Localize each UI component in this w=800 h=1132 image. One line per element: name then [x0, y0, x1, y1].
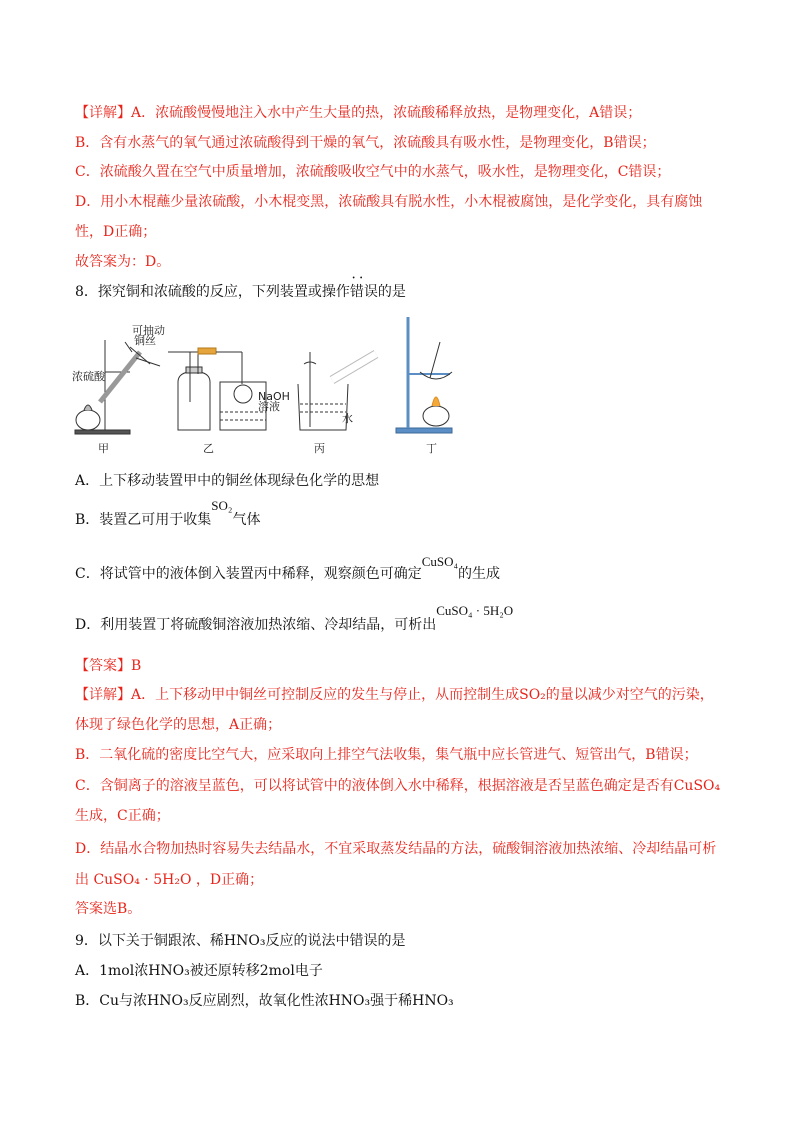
q8-option-a: A．上下移动装置甲中的铜丝体现绿色化学的思想 [75, 473, 380, 489]
apparatus-yi [168, 348, 266, 430]
q8-detail-c-line2: 生成，C正确； [75, 808, 170, 824]
q8-detail-a-line1: 【详解】A．上下移动甲中铜丝可控制反应的发生与停止，从而控制生成SO₂的量以减少对空气的污染， [75, 687, 714, 703]
label-solution: 溶液 [258, 400, 280, 413]
q9-option-b: B．Cu与浓HNO₃反应剧烈，故氧化性浓HNO₃强于稀HNO₃ [75, 993, 454, 1009]
label-water: 水 [342, 412, 353, 425]
q8-option-d-formula: CuSO₄ · 5H₂O [436, 603, 514, 618]
q8-detail-d-line2: 出 CuSO₄ · 5H₂O ，D正确； [75, 872, 264, 888]
label-jia: 甲 [98, 442, 109, 455]
q8-stem-post: 的是 [377, 284, 406, 300]
q9-option-a: A．1mol浓HNO₃被还原转移2mol电子 [75, 963, 323, 979]
q8-option-c-suffix: 的生成 [458, 566, 501, 582]
apparatus-ding [396, 317, 452, 433]
q8-stem [75, 281, 406, 301]
q8-option-b-suffix: 气体 [232, 512, 261, 528]
q8-option-b-text: B．装置乙可用于收集 [75, 512, 212, 528]
apparatus-jia [75, 340, 160, 434]
q8-option-c-formula: CuSO₄ [421, 554, 459, 569]
q8-option-d [75, 603, 514, 634]
q7-answer: 故答案为：D。 [75, 254, 171, 270]
label-h2so4: 浓硫酸 [72, 370, 105, 383]
label-naoh: NaOH [258, 390, 290, 403]
q8-answer: 【答案】B [75, 658, 142, 674]
q7-detail-d-line1: D．用小木棍蘸少量浓硫酸，小木棍变黑，浓硫酸具有脱水性，小木棍被腐蚀，是化学变化，具有腐蚀 [75, 194, 703, 210]
q7-detail-b: B．含有水蒸气的氧气通过浓硫酸得到干燥的氧气，浓硫酸具有吸水性，是物理变化，B错误； [75, 135, 656, 151]
q8-option-b [75, 498, 261, 529]
q8-option-d-text: D．利用装置丁将硫酸铜溶液加热浓缩、冷却结晶，可析出 [75, 617, 437, 633]
label-copper-wire: 铜丝 [134, 334, 156, 347]
q8-detail-a-line2: 体现了绿色化学的思想，A正确； [75, 717, 282, 733]
q9-stem: 9．以下关于铜跟浓、稀HNO₃反应的说法中错误的是 [75, 933, 406, 949]
label-bing: 丙 [314, 442, 325, 455]
q7-detail-d-line2: 性，D正确； [75, 224, 157, 240]
label-ding: 丁 [426, 442, 437, 455]
q8-detail-c-line1: C．含铜离子的溶液呈蓝色，可以将试管中的液体倒入水中稀释，根据溶液是否呈蓝色确定是否有CuSO₄ [75, 778, 721, 794]
q8-conclusion: 答案选B。 [75, 901, 142, 917]
q8-option-c-text: C．将试管中的液体倒入装置丙中稀释，观察颜色可确定 [75, 566, 422, 582]
label-yi: 乙 [203, 442, 214, 455]
q8-detail-b: B．二氧化硫的密度比空气大，应采取向上排空气法收集，集气瓶中应长管进气、短管出气，B错误； [75, 747, 698, 763]
q8-option-c [75, 554, 501, 583]
apparatus-bing [298, 352, 376, 430]
apparatus-figure [70, 312, 470, 462]
q8-stem-pre: 8．探究铜和浓硫酸的反应，下列装置或操作 [75, 284, 350, 300]
q8-detail-d-line1: D．结晶水合物加热时容易失去结晶水，不宜采取蒸发结晶的方法，硫酸铜溶液加热浓缩、冷却结晶可析 [75, 841, 717, 857]
q7-detail-c: C．浓硫酸久置在空气中质量增加，浓硫酸吸收空气中的水蒸气，吸水性，是物理变化，C错误； [75, 164, 671, 180]
q8-option-b-formula: SO₂ [211, 498, 233, 513]
label-movable-wire: 可抽动 [132, 324, 165, 337]
q8-stem-emphasis: • • 错误 [350, 284, 378, 300]
q7-detail-a: 【详解】A．浓硫酸慢慢地注入水中产生大量的热，浓硫酸稀释放热，是物理变化，A错误； [75, 105, 642, 121]
